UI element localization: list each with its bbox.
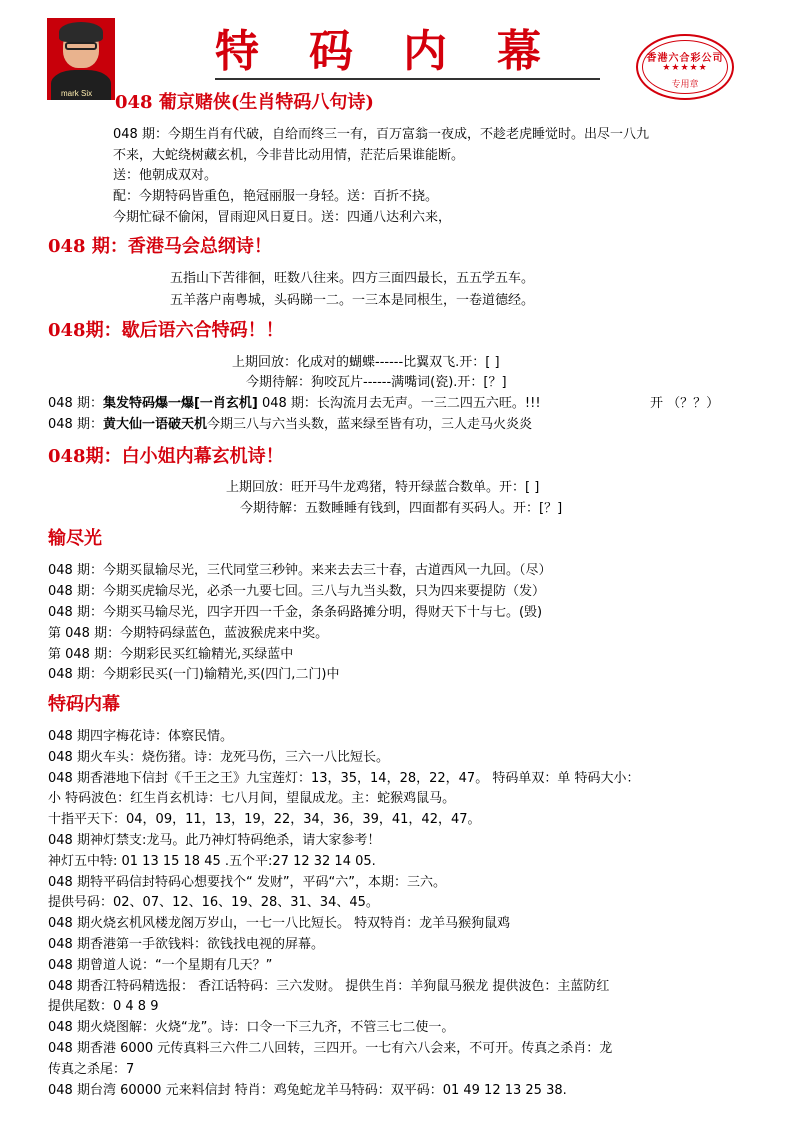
avatar: [47, 18, 115, 100]
text-line: 048 期：今期彩民买(一门)输精光,买(四门,二门)中: [48, 667, 340, 682]
text-line: 048 期：今期买马输尽光，四字开四一千金，条条码路摊分明，得财天下十与七。(毁): [48, 605, 543, 620]
text-line: 048 期四字梅花诗：体察民情。: [48, 729, 233, 744]
text-line: 048 期特平码信封特码心想要找个“ 发财”，平码“六”，本期：三六。: [48, 875, 447, 890]
text-line: [48, 394, 541, 413]
text-line: 048 期：今期买虎输尽光，必杀一九要七回。三八与九当头数，只为四来要提防（发）: [48, 584, 545, 599]
seal-stars: ★★★★★: [662, 63, 708, 73]
text-line: 今期忙碌不偷闲，冒雨迎风日夏日。送：四通八达利六来，: [113, 210, 452, 225]
text-line: 048 期香港第一手欲钱料：欲钱找电视的屏幕。: [48, 937, 324, 952]
section-heading: 048期：白小姐内幕玄机诗！: [48, 446, 284, 467]
text-line: 048 期：今期生肖有代破，自给而终三一有，百万富翁一夜成，不趁老虎睡觉时。出尽一八九: [113, 127, 649, 142]
text-line: 上期回放：旺开马牛龙鸡猪，特开绿蓝合数单。开：[ ]: [226, 480, 540, 495]
section-heading: 048期：歇后语六合特码！！: [48, 320, 284, 341]
line-prefix: 048 期：: [48, 396, 103, 411]
page-title: 特码内幕: [215, 26, 591, 77]
text-line: 传真之杀尾：7: [48, 1062, 135, 1077]
text-line: 048 期火烧图解：火烧“龙”。诗：口令一下三九齐，不管三七二使一。: [48, 1020, 455, 1035]
text-line: 048 期：今期买鼠输尽光，三代同堂三秒钟。来来去去三十春，古道西风一九回。（尽）: [48, 563, 552, 578]
text-line: 048 期香港地下信封《千王之王》九宝莲灯：13，35，14，28，22，47。 特码单双：单 特码大小：: [48, 771, 640, 786]
section-heading: 输尽光: [48, 528, 102, 549]
text-line: 今期待解：狗咬瓦片------满嘴词(瓷).开：[？]: [246, 375, 507, 390]
text-line: 048 期曾道人说：“一个星期有几天？”: [48, 958, 273, 973]
text-line: 五指山下苦徘徊，旺数八往来。四方三面四最长，五五学五车。: [170, 271, 535, 286]
seal-stamp: [636, 34, 734, 100]
text-line: 今期待解：五数睡睡有钱到，四面都有买码人。开：[？]: [240, 501, 563, 516]
text-line: 上期回放：化成对的蝴蝶------比翼双飞.开：[ ]: [232, 355, 500, 370]
text-line: 048 期火烧玄机风楼龙阁万岁山，一七一八比短长。 特双特肖：龙羊马猴狗鼠鸡: [48, 916, 511, 931]
text-line: 第 048 期：今期特码绿蓝色，蓝波猴虎来中奖。: [48, 626, 329, 641]
text-line: 048 期神灯禁支:龙马。此乃神灯特码绝杀，请大家参考！: [48, 833, 381, 848]
text-line: 第 048 期：今期彩民买红输精光,买绿蓝中: [48, 647, 294, 662]
line-emphasis: 黄大仙一语破天机: [102, 417, 207, 432]
line-emphasis: 集发特码爆一爆[一肖玄机]: [102, 396, 258, 411]
avatar-hair: [59, 22, 103, 42]
text-line: 提供尾数：0 4 8 9: [48, 999, 159, 1014]
text-line: 提供号码：02、07、12、16、19、28、31、34、45。: [48, 895, 379, 910]
text-line: 不来，大蛇绕树藏玄机，今非昔比动用情，茫茫后果谁能断。: [113, 148, 465, 163]
text-line: 开 （？？）: [650, 396, 720, 411]
avatar-glasses: [65, 42, 97, 50]
text-line: 048 期香江特码精选报： 香江话特码：三六发财。 提供生肖：羊狗鼠马猴龙 提供波色：主蓝防红: [48, 979, 610, 994]
seal-top-text: 香港六合彩公司: [646, 53, 724, 64]
text-line: 五羊落户南粤城，头码睇一二。一三本是同根生，一卷道德经。: [170, 293, 535, 308]
text-line: 十指平天下：04，09，11，13，19，22，34，36，39，41，42，47。: [48, 812, 481, 827]
line-rest: 048 期：长沟流月去无声。一三二四五六旺。!!!: [257, 396, 541, 411]
line-prefix: 048 期：: [48, 417, 103, 432]
text-line: 048 期台湾 60000 元来料信封 特肖：鸡兔蛇龙羊马特码：双平码：01 49 12 13 25 38.: [48, 1083, 567, 1098]
text-line: 小 特码波色：红生肖玄机诗：七八月间，望鼠成龙。主：蛇猴鸡鼠马。: [48, 791, 456, 806]
text-line: 神灯五中特: 01 13 15 18 45 .五个平:27 12 32 14 05.: [48, 854, 376, 869]
section-heading: 特码内幕: [48, 694, 120, 715]
text-line: 048 期香港 6000 元传真料三六件二八回转，三四开。一七有六八会来，不可开。传真之杀肖：龙: [48, 1041, 613, 1056]
seal-bottom-text: 专用章: [671, 80, 699, 90]
line-rest: 今期三八与六当头数，蓝来绿至皆有功，三人走马火炎炎: [206, 417, 532, 432]
title-underline: [215, 78, 600, 80]
text-line: [48, 415, 532, 434]
section-heading: 048 期：香港马会总纲诗！: [48, 236, 272, 257]
section-heading: 048 葡京赌侠(生肖特码八句诗): [115, 92, 374, 113]
text-line: 048 期火车头：烧伤猪。诗：龙死马伤，三六一八比短长。: [48, 750, 389, 765]
avatar-caption: mark Six: [61, 89, 93, 98]
text-line: 送：他朝成双对。: [113, 168, 218, 183]
text-line: 配：今期特码皆重色，艳冠丽服一身轻。送：百折不挠。: [113, 189, 439, 204]
